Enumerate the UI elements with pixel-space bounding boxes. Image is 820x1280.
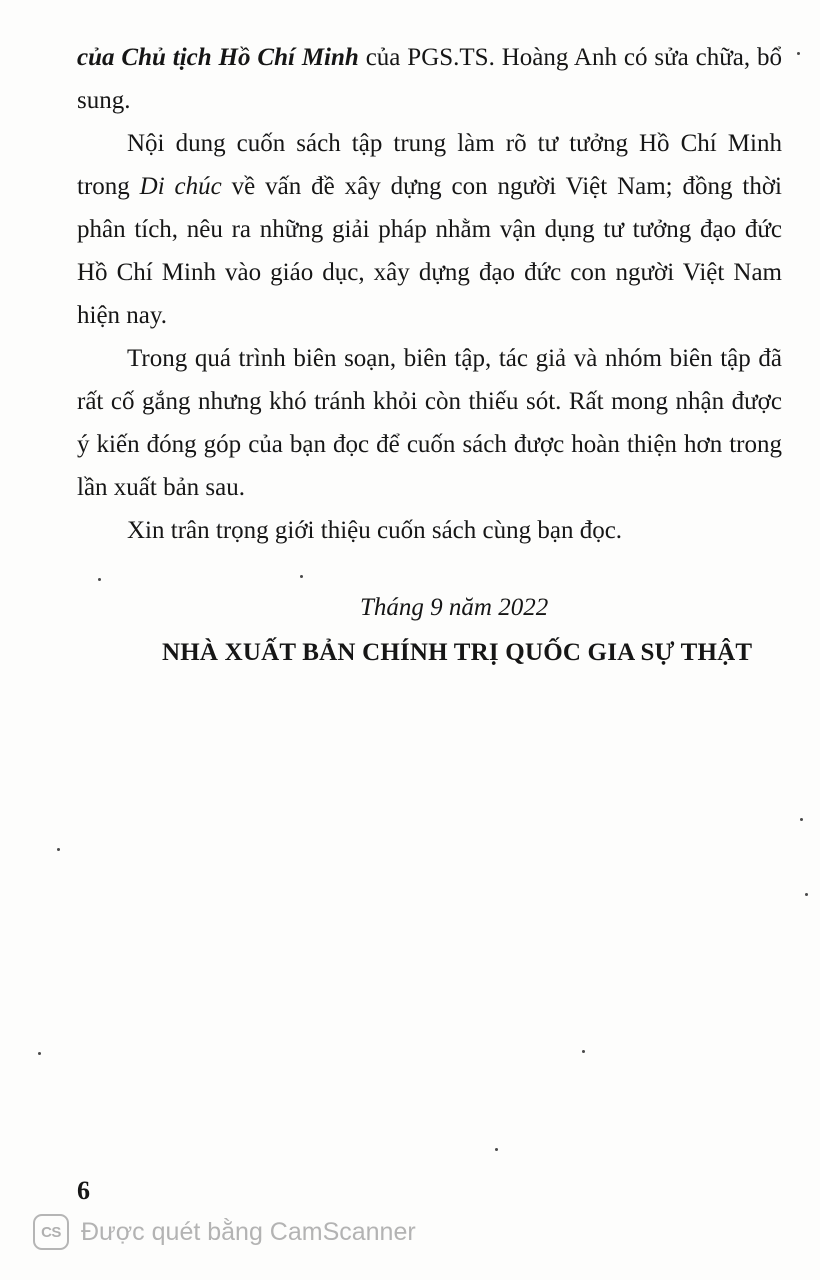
scan-speck <box>98 578 101 581</box>
scan-speck <box>38 1052 41 1055</box>
paragraph-3: Trong quá trình biên soạn, biên tập, tác giả và nhóm biên tập đã rất cố gắng nhưng khó tránh khỏi còn thiếu sót. Rất mong nhận được ý kiến đóng góp của bạn đọc để cuốn sách được hoàn thiện hơn trong lần xuất bản sau. <box>77 345 782 501</box>
scan-speck <box>495 1148 498 1151</box>
paragraph-1-text: của PGS.TS. Hoàng Anh có sửa chữa, bổ sung. <box>77 44 782 114</box>
watermark-text: Được quét bằng CamScanner <box>81 1217 416 1246</box>
camscanner-watermark <box>33 1212 416 1252</box>
paragraph-2 <box>77 122 782 337</box>
scan-speck <box>300 575 303 578</box>
scan-speck <box>805 893 808 896</box>
scan-speck <box>797 52 800 55</box>
scan-speck <box>57 848 60 851</box>
scan-speck <box>800 818 803 821</box>
paragraph-4: Xin trân trọng giới thiệu cuốn sách cùng bạn đọc. <box>127 517 623 544</box>
publisher-name: NHÀ XUẤT BẢN CHÍNH TRỊ QUỐC GIA SỰ THẬT <box>162 639 753 666</box>
paragraph-1 <box>77 36 782 122</box>
page-number: 6 <box>77 1176 90 1205</box>
camscanner-logo-icon: CS <box>33 1214 69 1250</box>
body-text <box>77 36 782 552</box>
paragraph-2-text-b: về vấn đề xây dựng con người Việt Nam; đồng thời phân tích, nêu ra những giải pháp nhằm vận dụng tư tưởng đạo đức Hồ Chí Minh vào giáo dục, xây dựng đạo đức con người Việt Nam hiện nay. <box>77 173 782 329</box>
paragraph-2-italic: Di chúc <box>139 173 222 200</box>
signature-date: Tháng 9 năm 2022 <box>360 594 549 621</box>
scan-speck <box>582 1050 585 1053</box>
book-title-continuation: của Chủ tịch Hồ Chí Minh <box>77 44 359 71</box>
paragraph-2-text-a: Nội dung cuốn sách tập trung làm rõ tư tưởng Hồ Chí Minh trong <box>77 130 782 200</box>
